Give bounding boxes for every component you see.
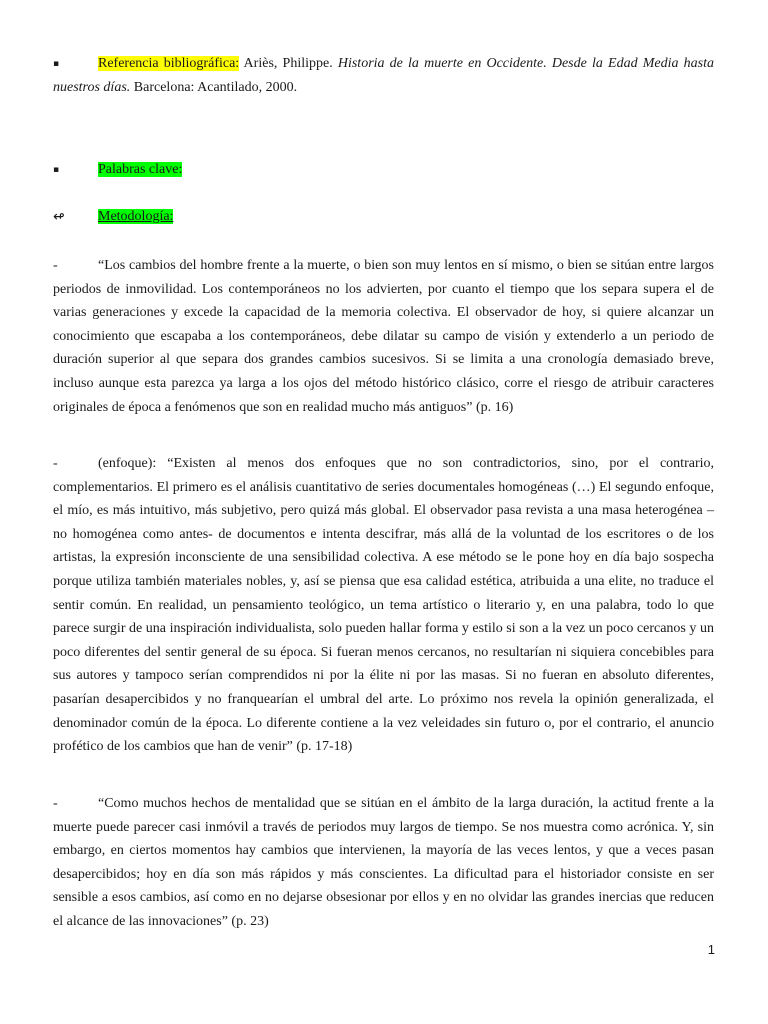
methodology-entry [53,205,714,229]
square-bullet-icon: ▪ [53,59,60,69]
swirl-bullet-icon: ↫ [53,209,65,225]
keywords-text [53,158,714,182]
reference-entry [53,52,714,100]
methodology-label: Metodología: [98,209,174,224]
quote-text-2: (enfoque): “Existen al menos dos enfoques que no son contradictorios, sino, por el contrario, complementarios. El primero es el análisis cuantitativo de series documentales homogéneas (…) El segundo enfoque, el mío, es más intuitivo, más subjetivo, pero quizá más global. El observador pasa revista a una masa heterogénea –no homogénea como antes- de documentos e intenta descifrar, más allá de la voluntad de los escritores o de los artistas, la expresión inconsciente de una sensibilidad colectiva. A ese método se le pone hoy en día bajo sospecha porque utiliza también materiales nobles, y, así se piensa que esa calidad estética, atribuida a una elite, no traduce el sentir común. En realidad, un pensamiento teológico, un tema artístico o literario y, en una palabra, todo lo que parece surgir de una inspiración individualista, solo pueden hallar forma y estilo si son a la vez un poco cercanos y un poco diferentes del sentir general de su época. Si fueran menos cercanos, no resultarían ni siquiera concebibles para sus autores y tampoco serían comprendidos ni por la élite ni por las masas. Si no fueran en absoluto diferentes, pasarían desapercibidos y no franquearían el umbral del arte. Lo próximo nos revela la opinión generalizada, el denominador común de la época. Lo diferente contiene a la vez veleidades sin futuro o, por el contrario, el anuncio profético de los cambios que han de venir” (p. 17-18) [53,456,714,755]
methodology-text [53,205,714,229]
reference-label: Referencia bibliográfica: [98,56,240,71]
quote-paragraph-1 [53,254,714,419]
dash-bullet: - [53,796,58,811]
keywords-entry [53,158,714,182]
dash-bullet: - [53,456,58,471]
reference-title: Historia de la muerte en Occidente. Desde la Edad Media hasta nuestros días. [53,56,714,95]
reference-publisher: Barcelona: Acantilado, 2000. [130,80,298,95]
reference-author: Ariès, Philippe. [239,56,338,71]
page-number: 1 [707,942,715,957]
dash-bullet: - [53,258,58,273]
quote-paragraph-3 [53,792,714,934]
quote-paragraph-2 [53,452,714,759]
reference-text [53,52,714,100]
quote-text-1: “Los cambios del hombre frente a la muerte, o bien son muy lentos en sí mismo, o bien se sitúan entre largos periodos de inmovilidad. Los contemporáneos no los advierten, por cuanto el tiempo que los separa supera el de varias generaciones y excede la capacidad de la memoria colectiva. El observador de hoy, si quiere alcanzar un conocimiento que escapaba a los contemporáneos, debe dilatar su campo de visión y extenderlo a un periodo de duración superior al que separa dos grandes cambios sucesivos. Si se limita a una cronología demasiado breve, incluso aunque esta parezca ya larga a los ojos del método histórico clásico, corre el riesgo de atribuir caracteres originales de época a fenómenos que son en realidad mucho más antiguos” (p. 16) [53,258,714,415]
quote-text-3: “Como muchos hechos de mentalidad que se sitúan en el ámbito de la larga duración, la actitud frente a la muerte puede parecer casi inmóvil a través de periodos muy largos de tiempo. Se nos muestra como acrónica. Y, sin embargo, en ciertos momentos hay cambios que intervienen, la mayoría de las veces lentos, y que a veces pasan desapercibidos; hoy en día son más rápidos y más conscientes. La dificultad para el historiador consiste en ser sensible a esos cambios, así como en no dejarse obsesionar por ellos y en no olvidar las grandes inercias que reducen el alcance de las innovaciones” (p. 23) [53,796,714,929]
square-bullet-icon: ▪ [53,165,60,175]
keywords-label: Palabras clave: [98,162,183,177]
